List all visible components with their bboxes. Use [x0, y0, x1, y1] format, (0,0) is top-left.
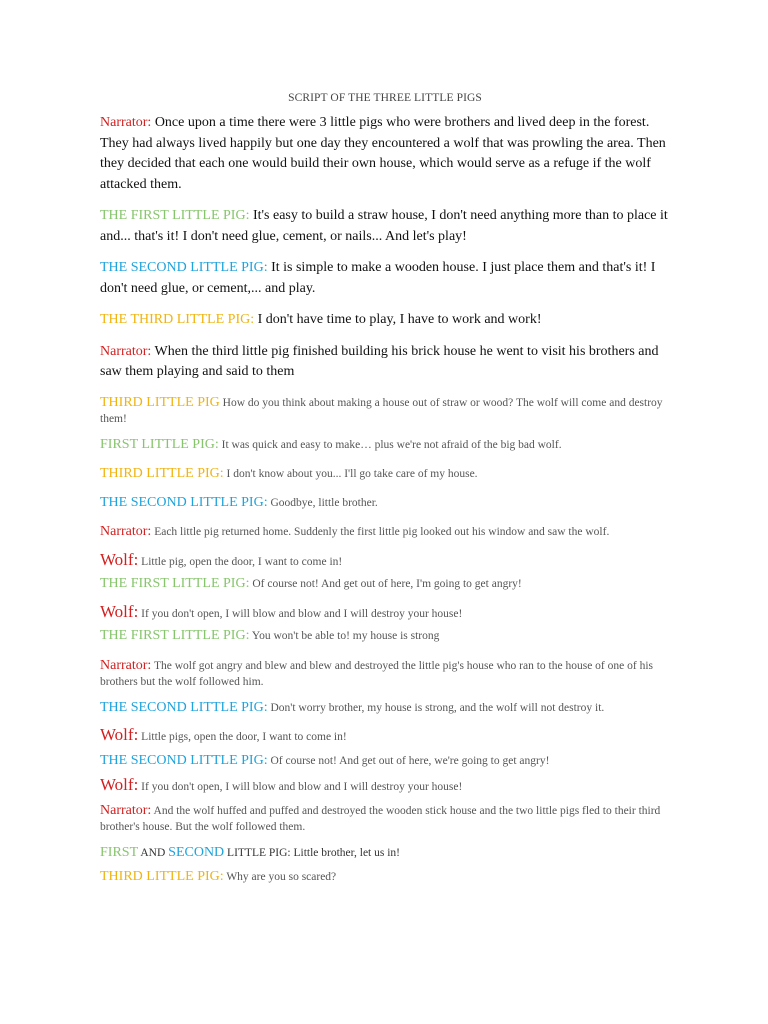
script-line	[100, 658, 670, 690]
line-text: Little pigs, open the door, I want to come in!	[138, 730, 347, 743]
script-line	[100, 549, 670, 570]
script-line	[100, 258, 670, 299]
script-title: SCRIPT OF THE THREE LITTLE PIGS	[288, 92, 482, 104]
speaker-label: THIRD LITTLE PIG:	[100, 868, 224, 884]
line-text: If you don't open, I will blow and blow and I will destroy your house!	[138, 780, 463, 793]
speaker-label: THE FIRST LITTLE PIG:	[100, 575, 250, 591]
line-text: The wolf got angry and blew and blew and destroyed the little pig's house who ran to the house of one of his brothers but the wolf followed him.	[100, 659, 653, 688]
line-text: Don't worry brother, my house is strong, and the wolf will not destroy it.	[267, 701, 605, 714]
line-text: Why are you so scared?	[223, 870, 337, 883]
speaker-label: Narrator:	[100, 802, 152, 818]
script-page	[100, 92, 670, 885]
line-text: Of course not! And get out of here, we're going to get angry!	[267, 754, 550, 767]
speaker-label: THE SECOND LITTLE PIG:	[100, 260, 268, 275]
speaker-label: FIRST LITTLE PIG:	[100, 436, 219, 452]
speaker-label: Narrator:	[100, 657, 152, 673]
script-line	[100, 700, 670, 716]
speaker-label: Wolf:	[100, 724, 139, 744]
speaker-label: THIRD LITTLE PIG:	[100, 465, 224, 481]
speaker-label: THE THIRD LITTLE PIG:	[100, 312, 255, 327]
script-line	[100, 342, 670, 383]
script-line	[100, 206, 670, 247]
line-text: And the wolf huffed and puffed and destroyed the wooden stick house and the two little pigs fled to their third brother's house. But the wolf followed them.	[100, 804, 661, 833]
speaker-label: THE SECOND LITTLE PIG:	[100, 752, 268, 768]
script-line	[100, 845, 670, 861]
line-text: Of course not! And get out of here, I'm going to get angry!	[249, 577, 522, 590]
speaker-label: Narrator:	[100, 115, 152, 130]
speaker-label-and: AND	[138, 846, 169, 859]
script-line	[100, 437, 670, 453]
speaker-label: Narrator:	[100, 523, 152, 539]
speaker-label: THE SECOND LITTLE PIG:	[100, 494, 268, 510]
line-text: Each little pig returned home. Suddenly the first little pig looked out his window and saw the wolf.	[151, 525, 610, 538]
speaker-label: THE FIRST LITTLE PIG:	[100, 208, 250, 223]
speaker-label: Wolf:	[100, 601, 139, 621]
line-text: If you don't open, I will blow and blow and I will destroy your house!	[138, 607, 463, 620]
script-line	[100, 601, 670, 622]
speaker-label: THE SECOND LITTLE PIG:	[100, 699, 268, 715]
speaker-label-second: SECOND	[168, 844, 225, 860]
line-text: Once upon a time there were 3 little pigs who were brothers and lived deep in the forest. They had always lived happily but one day they encountered a wolf that was prowling the area. Then they decided that each one would build their own house, which would serve as a refuge if the wolf attacked them.	[100, 115, 666, 192]
speaker-label-first: FIRST	[100, 844, 139, 860]
script-line	[100, 310, 670, 331]
script-line	[100, 724, 670, 745]
line-text: I don't know about you... I'll go take care of my house.	[223, 467, 478, 480]
speaker-label: THIRD LITTLE PIG	[100, 394, 220, 410]
line-text: It's easy to build a straw house, I don't need anything more than to place it and... that's it! I don't need glue, cement, or nails... And let's play!	[100, 208, 668, 244]
speaker-label: Narrator:	[100, 343, 152, 359]
speaker-label: Wolf:	[100, 549, 139, 569]
line-text: LITTLE PIG: Little brother, let us in!	[224, 846, 401, 859]
script-line	[100, 774, 670, 795]
line-text: How do you think about making a house out of straw or wood? The wolf will come and destroy them!	[100, 396, 663, 425]
line-text: Goodbye, little brother.	[267, 496, 378, 509]
line-text: Little pig, open the door, I want to come in!	[138, 555, 343, 568]
script-line	[100, 113, 670, 195]
script-line	[100, 576, 670, 592]
line-text: You won't be able to! my house is strong	[249, 629, 440, 642]
script-line	[100, 803, 670, 835]
script-line	[100, 495, 670, 511]
speaker-label: Wolf:	[100, 774, 139, 794]
line-text: I don't have time to play, I have to work and work!	[254, 312, 542, 327]
script-line	[100, 869, 670, 885]
speaker-label: THE FIRST LITTLE PIG:	[100, 627, 250, 643]
script-line	[100, 628, 670, 644]
line-text: It was quick and easy to make… plus we're not afraid of the big bad wolf.	[218, 438, 562, 451]
script-line	[100, 753, 670, 769]
line-text: It is simple to make a wooden house. I just place them and that's it! I don't need glue, or cement,... and play.	[100, 260, 656, 296]
script-line	[100, 395, 670, 427]
script-line	[100, 466, 670, 482]
script-line	[100, 524, 670, 540]
line-text: When the third little pig finished building his brick house he went to visit his brothers and saw them playing and said to them	[100, 343, 659, 379]
